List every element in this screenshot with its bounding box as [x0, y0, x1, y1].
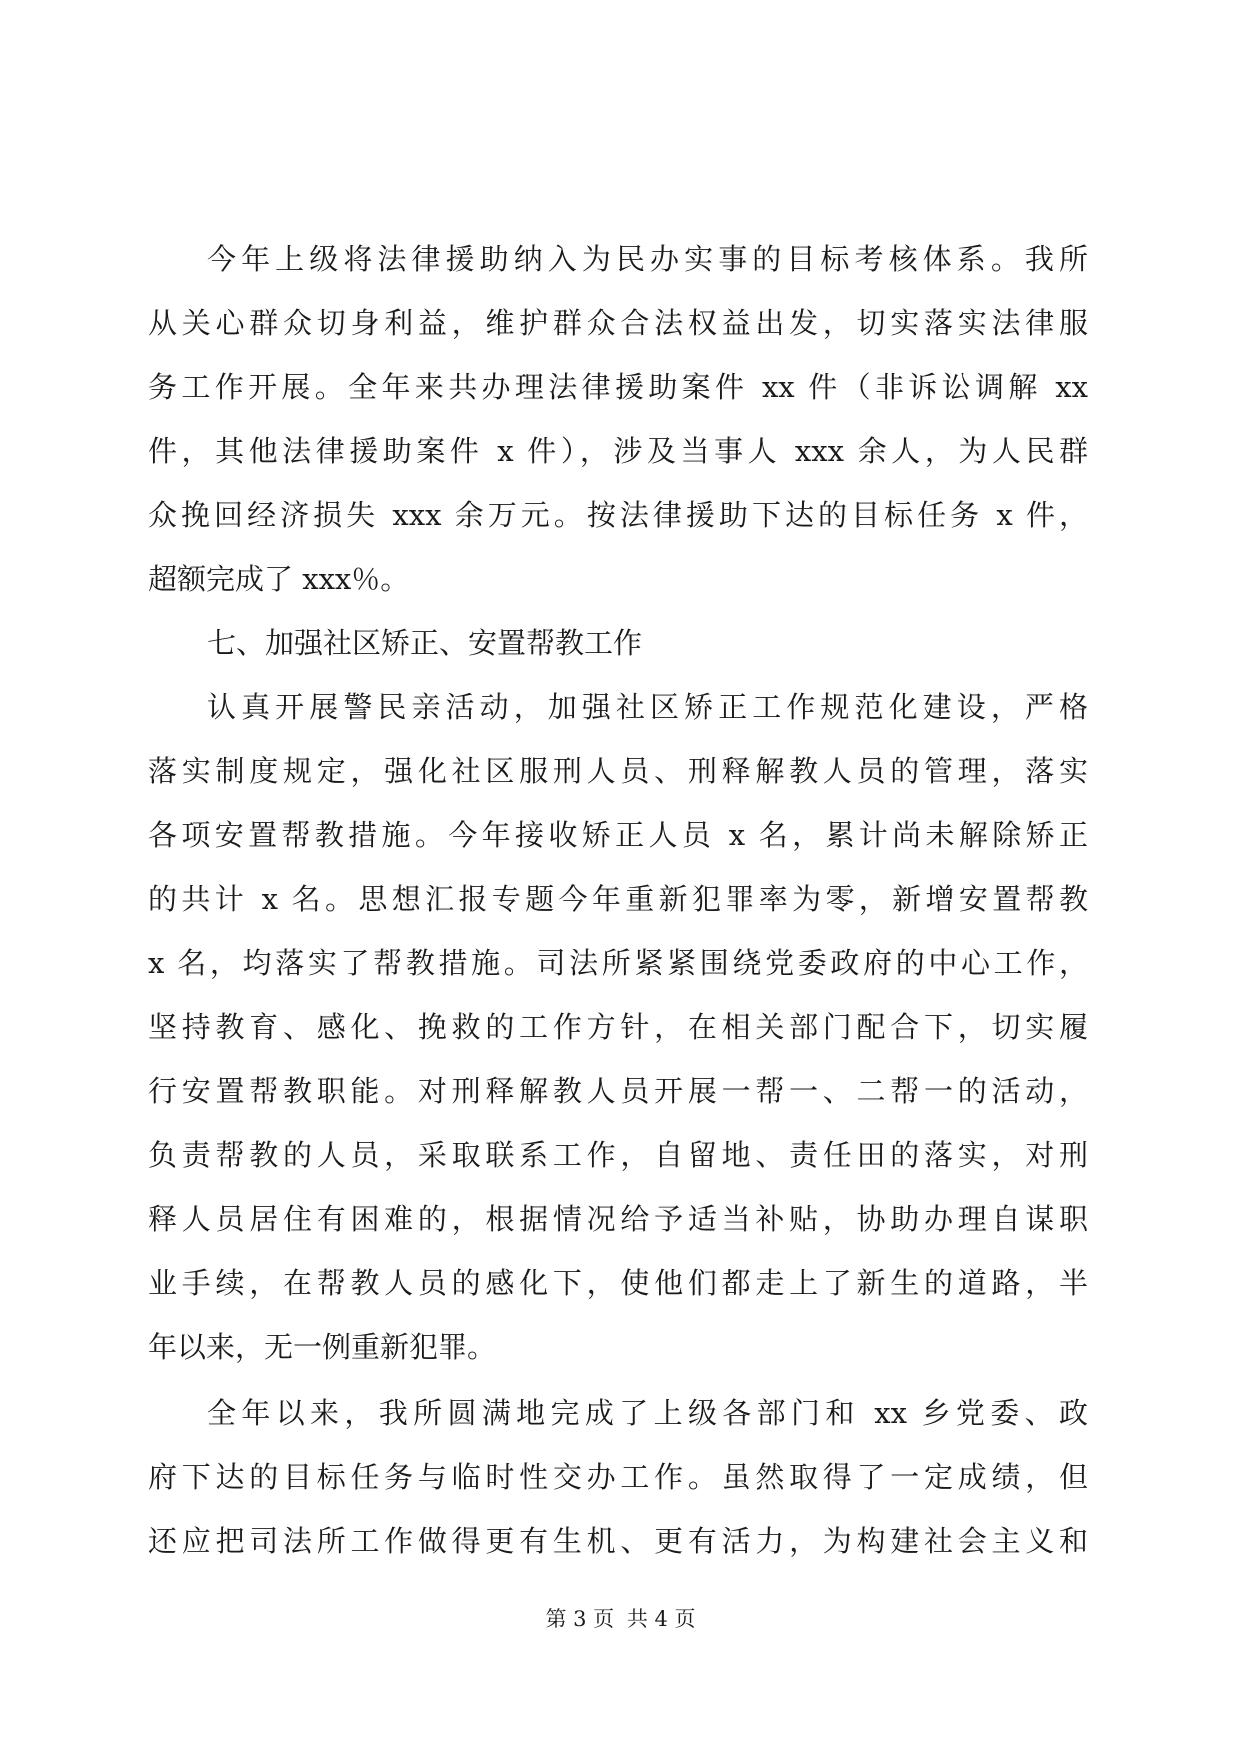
paragraph — [148, 1381, 1088, 1573]
text-line: 坚持教育、感化、挽救的工作方针，在相关部门配合下，切实履 — [148, 1010, 1088, 1044]
text-line: 业手续，在帮教人员的感化下，使他们都走上了新生的道路，半 — [148, 1266, 1088, 1300]
text-line: 年以来，无一例重新犯罪。 — [148, 1330, 497, 1364]
text-line: 府下达的目标任务与临时性交办工作。虽然取得了一定成绩，但 — [148, 1460, 1088, 1494]
text-line: 认真开展警民亲活动，加强社区矫正工作规范化建设，严格 — [207, 690, 1088, 724]
text-line: 落实制度规定，强化社区服刑人员、刑释解教人员的管理，落实 — [148, 754, 1088, 788]
page-number: 第 3 页 — [545, 1607, 615, 1631]
text-line: 全年以来，我所圆满地完成了上级各部门和 xx 乡党委、政 — [207, 1396, 1088, 1430]
text-line: 各项安置帮教措施。今年接收矫正人员 x 名，累计尚未解除矫正 — [148, 818, 1088, 852]
paragraph — [148, 675, 1088, 1379]
text-line: 今年上级将法律援助纳入为民办实事的目标考核体系。我所 — [207, 242, 1088, 276]
document-body — [148, 227, 1088, 1573]
heading-text: 七、加强社区矫正、安置帮教工作 — [207, 626, 643, 660]
text-line: x 名，均落实了帮教措施。司法所紧紧围绕党委政府的中心工作， — [148, 946, 1088, 980]
page-footer — [0, 1604, 1241, 1634]
page-total: 共 4 页 — [626, 1607, 696, 1631]
text-line: 释人员居住有困难的，根据情况给予适当补贴，协助办理自谋职 — [148, 1202, 1088, 1236]
text-line: 还应把司法所工作做得更有生机、更有活力，为构建社会主义和 — [148, 1524, 1088, 1558]
text-line: 行安置帮教职能。对刑释解教人员开展一帮一、二帮一的活动， — [148, 1074, 1088, 1108]
paragraph — [148, 227, 1088, 611]
text-line: 众挽回经济损失 xxx 余万元。按法律援助下达的目标任务 x 件， — [148, 498, 1088, 532]
text-line: 负责帮教的人员，采取联系工作，自留地、责任田的落实，对刑 — [148, 1138, 1088, 1172]
text-line: 从关心群众切身利益，维护群众合法权益出发，切实落实法律服 — [148, 306, 1088, 340]
text-line: 件，其他法律援助案件 x 件），涉及当事人 xxx 余人，为人民群 — [148, 434, 1088, 468]
text-line: 务工作开展。全年来共办理法律援助案件 xx 件（非诉讼调解 xx — [148, 370, 1088, 404]
text-line: 超额完成了 xxx％。 — [148, 562, 410, 596]
text-line: 的共计 x 名。思想汇报专题今年重新犯罪率为零，新增安置帮教 — [148, 882, 1088, 916]
section-heading — [148, 611, 1088, 675]
